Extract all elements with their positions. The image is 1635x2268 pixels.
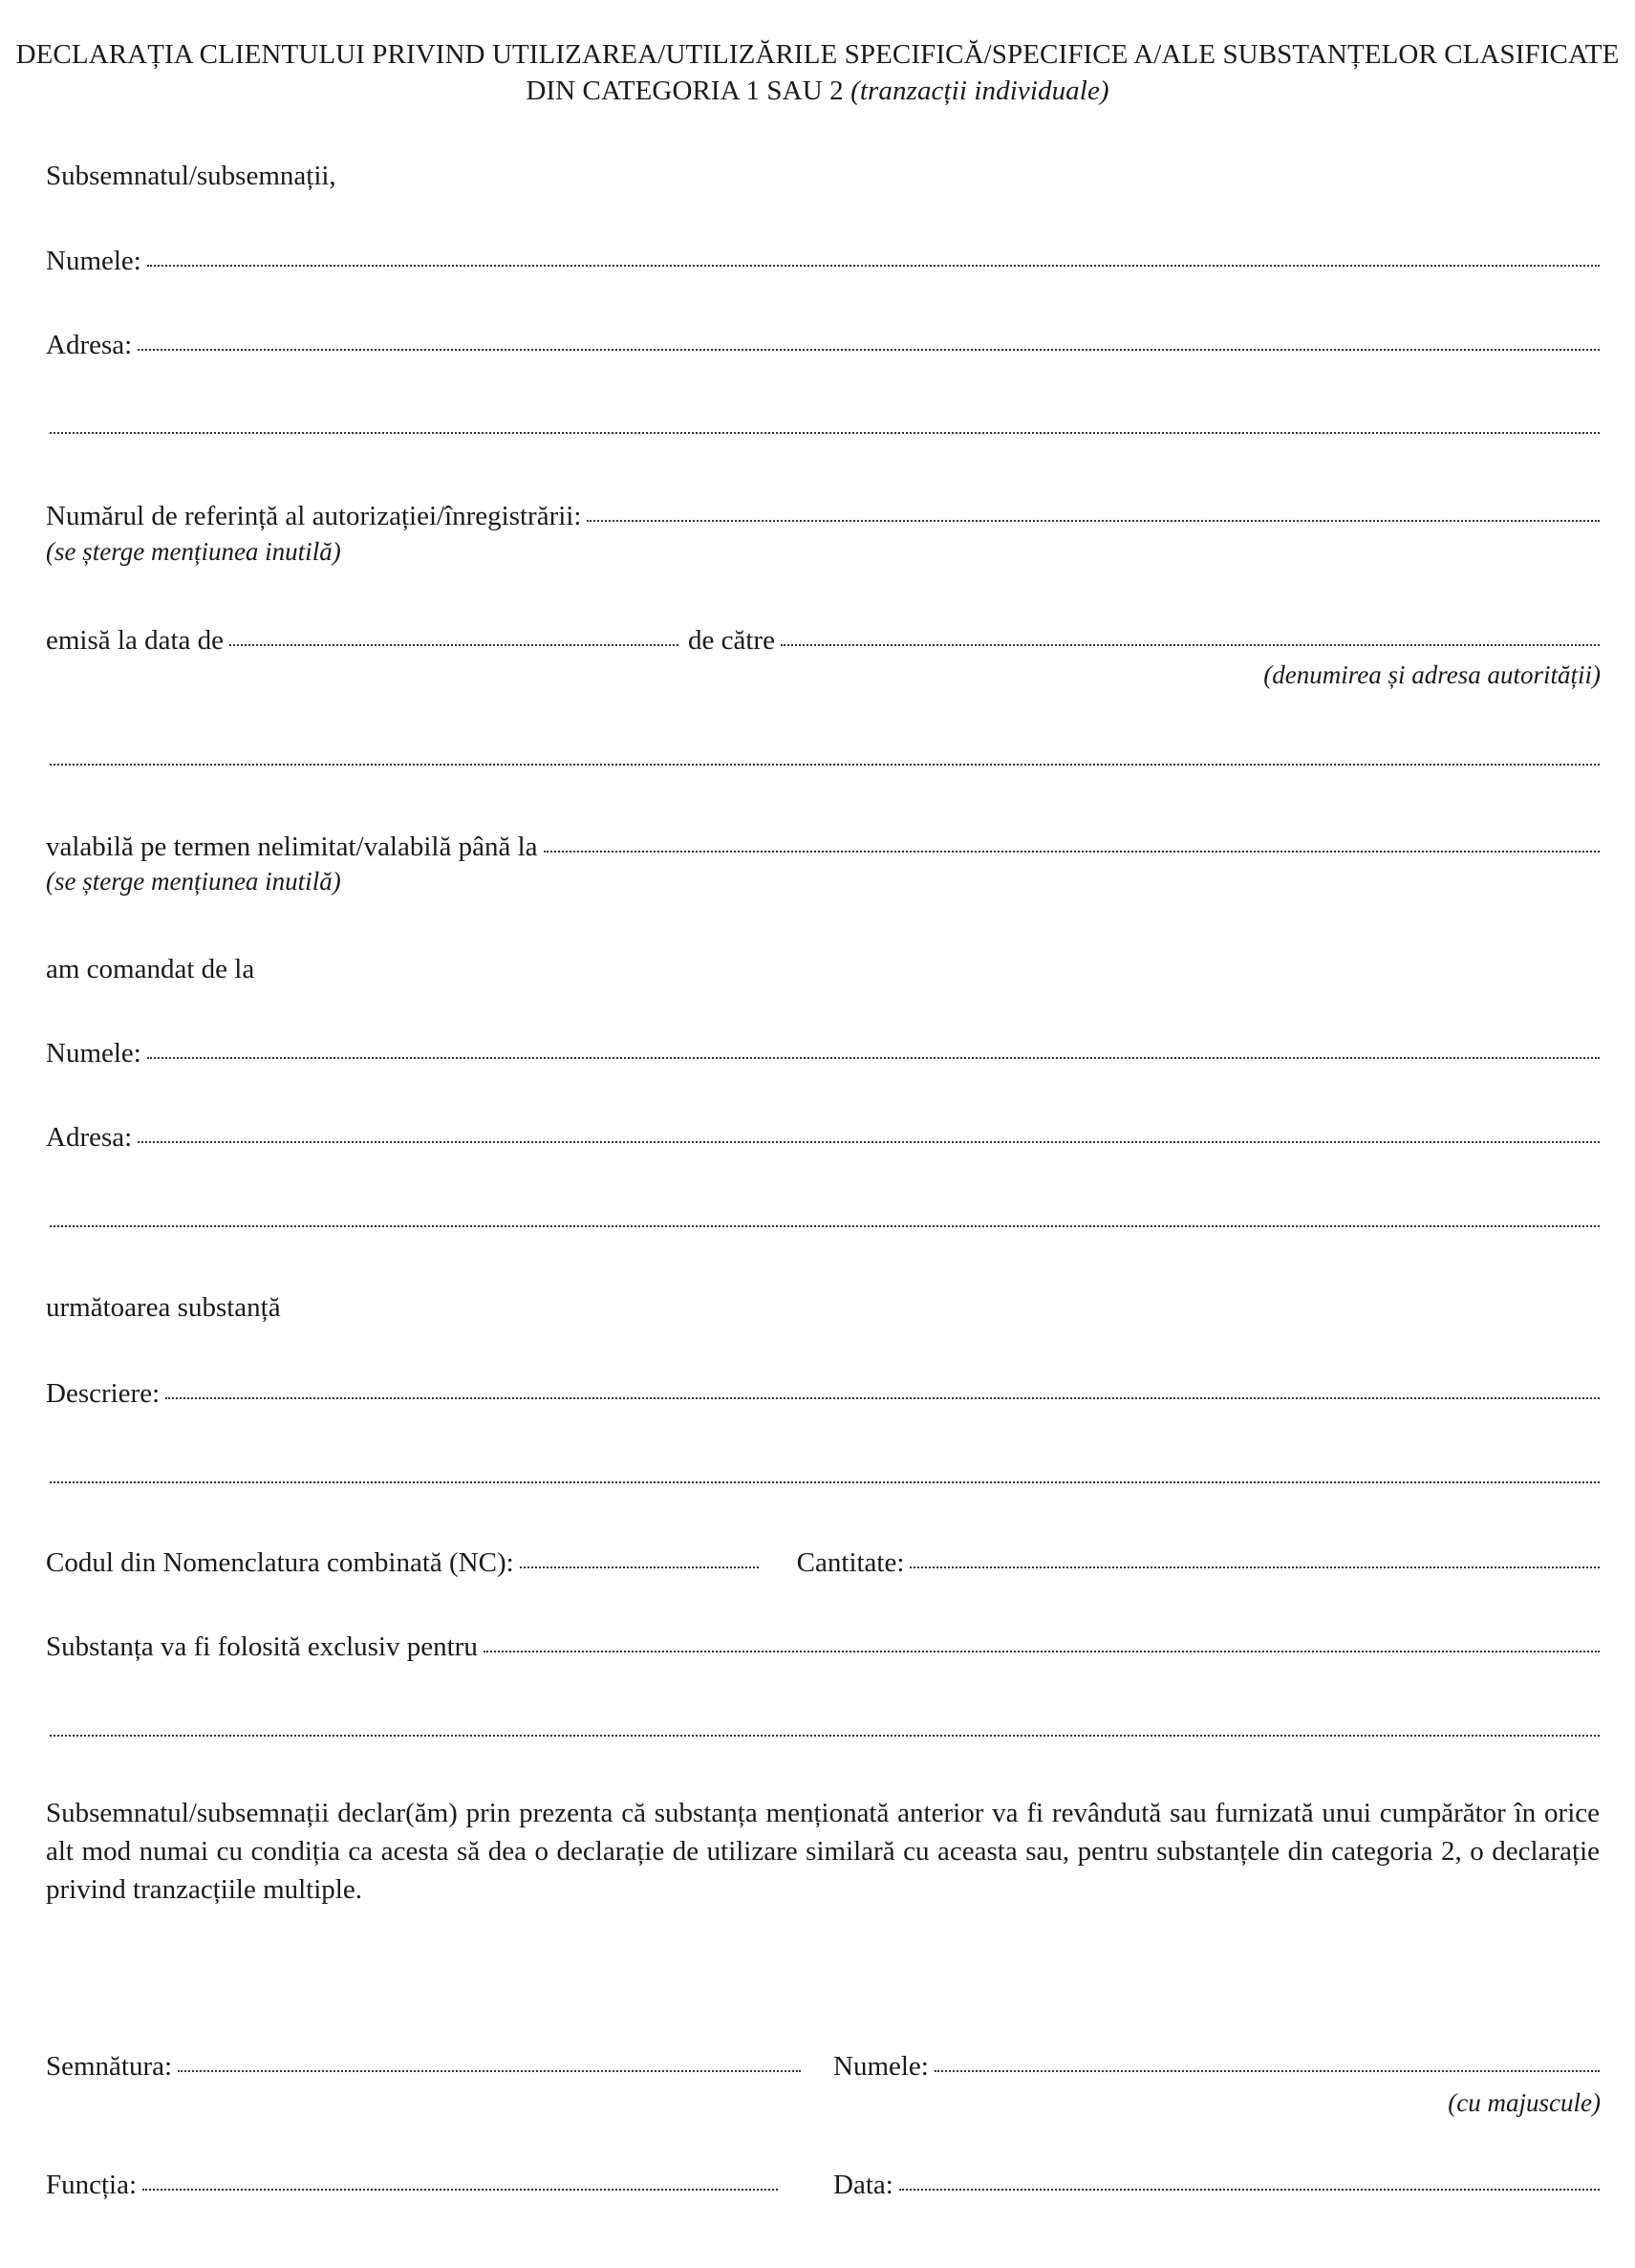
description-field[interactable] bbox=[165, 1397, 1600, 1399]
client-name-label: Numele: bbox=[46, 246, 141, 276]
issued-date-label: emisă la data de bbox=[46, 625, 224, 656]
validity-label: valabilă pe termen nelimitat/valabilă până la bbox=[46, 832, 538, 862]
signature-label: Semnătura: bbox=[46, 2051, 173, 2082]
use-label: Substanța va fi folosită exclusiv pentru bbox=[46, 1631, 478, 1662]
description-row bbox=[46, 1376, 1600, 1411]
signer-name-field[interactable] bbox=[935, 2070, 1600, 2072]
authorization-ref-field[interactable] bbox=[587, 520, 1600, 522]
issued-row bbox=[46, 623, 1600, 658]
validity-row bbox=[46, 830, 1600, 864]
supplier-address-label: Adresa: bbox=[46, 1122, 133, 1153]
intro-text: Subsemnatul/subsemnații, bbox=[46, 161, 336, 191]
nc-code-label: Codul din Nomenclatura combinată (NC): bbox=[46, 1547, 514, 1578]
date-field[interactable] bbox=[899, 2189, 1600, 2191]
supplier-address-field[interactable] bbox=[138, 1141, 1600, 1143]
supplier-name-row bbox=[46, 1036, 1600, 1070]
nc-code-field[interactable] bbox=[520, 1566, 759, 1568]
signature-row bbox=[46, 2049, 801, 2084]
issued-date-field[interactable] bbox=[229, 644, 678, 646]
quantity-label: Cantitate: bbox=[796, 1547, 905, 1578]
form-title bbox=[0, 36, 1635, 109]
authorization-ref-row bbox=[46, 499, 1600, 533]
authorization-ref-label: Numărul de referință al autorizației/înregistrării: bbox=[46, 501, 582, 531]
validity-note: (se șterge mențiunea inutilă) bbox=[46, 867, 341, 896]
issued-by-label: de către bbox=[688, 625, 775, 656]
function-row bbox=[46, 2168, 778, 2202]
authority-note: (denumirea și adresa autorității) bbox=[1263, 660, 1601, 689]
issued-by-field[interactable] bbox=[781, 644, 1600, 646]
supplier-name-field[interactable] bbox=[147, 1057, 1600, 1059]
client-address-label: Adresa: bbox=[46, 330, 133, 360]
declaration-paragraph: Subsemnatul/subsemnații declar(ăm) prin prezenta că substanța menționată anterior va fi revândută sau furnizată unui cumpărător în orice alt mod numai cu condiția ca acesta să dea o declarație de utilizare similară cu aceasta sau, pentru substanțele din categoria 2, o declarație privind tranzacțiile multiple. bbox=[46, 1798, 1600, 1905]
title-line-2-italic: (tranzacții individuale) bbox=[850, 76, 1109, 106]
function-label: Funcția: bbox=[46, 2170, 138, 2200]
function-field[interactable] bbox=[142, 2189, 778, 2191]
description-label: Descriere: bbox=[46, 1378, 161, 1409]
supplier-address-field-line-2[interactable] bbox=[50, 1225, 1600, 1227]
ordered-from-text: am comandat de la bbox=[46, 954, 255, 984]
authorization-ref-note: (se șterge mențiunea inutilă) bbox=[46, 537, 341, 566]
client-address-field-line-2[interactable] bbox=[50, 432, 1600, 434]
nc-quantity-row bbox=[46, 1545, 1600, 1580]
title-line-2-main: DIN CATEGORIA 1 SAU 2 bbox=[526, 76, 844, 106]
quantity-field[interactable] bbox=[910, 1566, 1600, 1568]
client-name-row bbox=[46, 244, 1600, 278]
client-name-field[interactable] bbox=[147, 265, 1600, 267]
client-address-row bbox=[46, 328, 1600, 362]
use-field-line-2[interactable] bbox=[50, 1735, 1600, 1737]
title-line-1: DECLARAȚIA CLIENTULUI PRIVIND UTILIZAREA/UTILIZĂRILE SPECIFICĂ/SPECIFICE A/ALE SUBSTANȚELOR CLASIFICATE bbox=[15, 39, 1620, 70]
client-address-field[interactable] bbox=[138, 349, 1600, 351]
description-field-line-2[interactable] bbox=[50, 1481, 1600, 1483]
date-label: Data: bbox=[833, 2170, 893, 2200]
signer-name-note: (cu majuscule) bbox=[1448, 2088, 1601, 2117]
supplier-name-label: Numele: bbox=[46, 1038, 141, 1069]
supplier-address-row bbox=[46, 1120, 1600, 1155]
authority-field-line-2[interactable] bbox=[50, 764, 1600, 766]
signature-field[interactable] bbox=[178, 2070, 801, 2072]
date-row bbox=[833, 2168, 1600, 2202]
title-line-2 bbox=[0, 73, 1635, 109]
use-field[interactable] bbox=[484, 1651, 1600, 1652]
use-row bbox=[46, 1630, 1600, 1664]
signer-name-row bbox=[833, 2049, 1600, 2084]
signer-name-label: Numele: bbox=[833, 2051, 929, 2082]
substance-heading: următoarea substanță bbox=[46, 1292, 281, 1323]
validity-field[interactable] bbox=[544, 851, 1600, 853]
